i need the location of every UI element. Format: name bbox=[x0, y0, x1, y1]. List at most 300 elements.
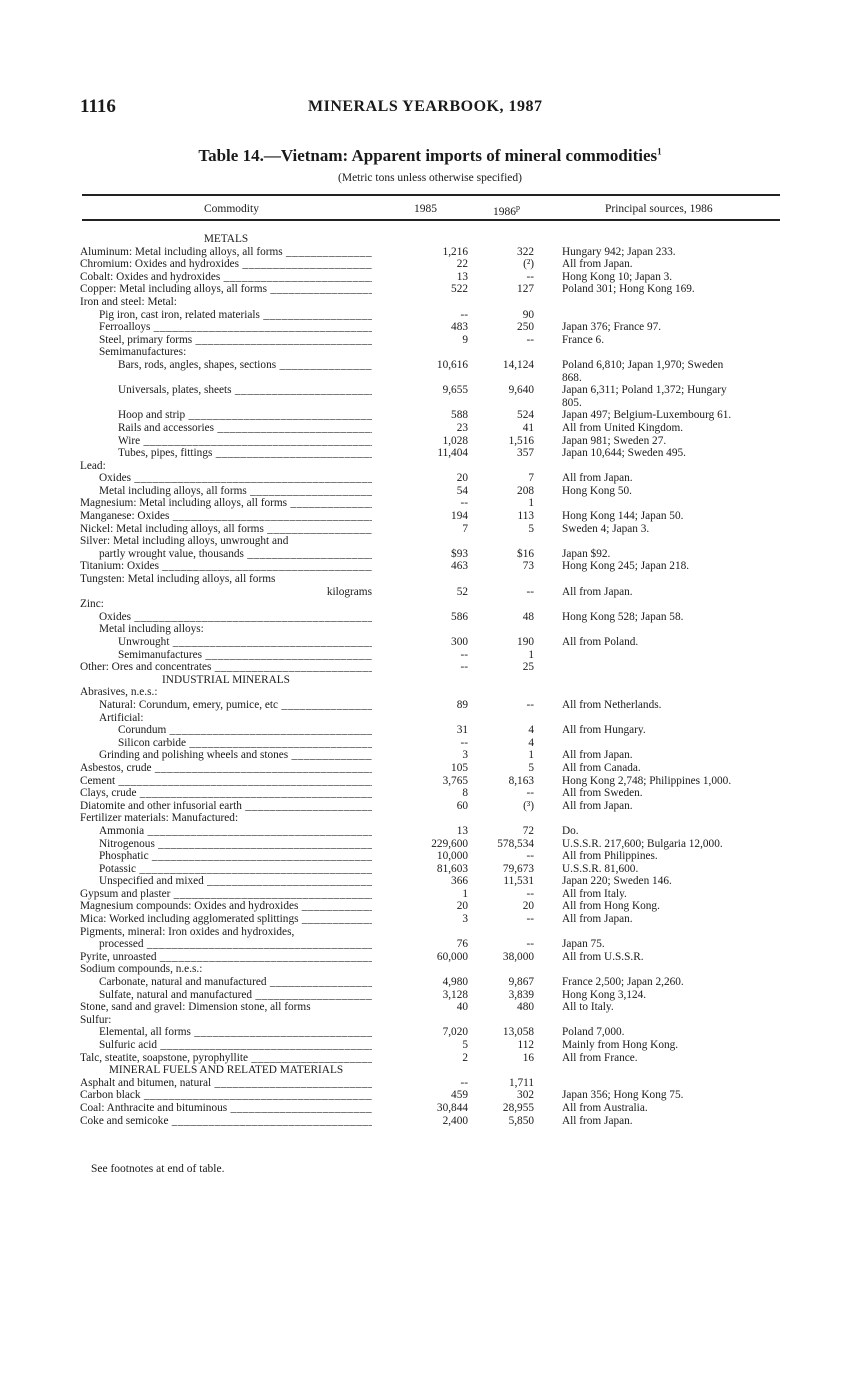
table-row bbox=[80, 447, 780, 460]
table-row bbox=[80, 623, 780, 636]
value-1985-cell: 28,955 bbox=[502, 1101, 534, 1114]
value-1986-cell: 9,655 bbox=[442, 384, 468, 397]
value-1986-cell: 588 bbox=[451, 409, 468, 422]
commodity-cell: Pig iron, cast iron, related materials _____ bbox=[99, 309, 372, 322]
section-heading: INDUSTRIAL MINERALS bbox=[162, 673, 290, 686]
table-row bbox=[80, 850, 780, 863]
principal-sources-cell: 805. bbox=[562, 396, 582, 409]
commodity-cell: Artificial: bbox=[99, 711, 144, 724]
principal-sources-cell: Hong Kong 528; Japan 58. bbox=[562, 610, 684, 623]
table-row bbox=[80, 1026, 780, 1039]
commodity-cell: Diatomite and other infusorial earth _____ bbox=[80, 800, 372, 813]
value-1985-cell: 112 bbox=[517, 1039, 534, 1051]
table-row bbox=[80, 560, 780, 573]
commodity-cell: Clays, crude _____ bbox=[80, 787, 372, 800]
principal-sources-cell: Hong Kong 50. bbox=[562, 484, 632, 497]
principal-sources-cell: Hong Kong 2,748; Philippines 1,000. bbox=[562, 774, 732, 787]
commodity-cell: Nitrogenous _____ bbox=[99, 838, 372, 851]
table-row bbox=[80, 397, 780, 410]
table-row bbox=[80, 838, 780, 851]
principal-sources-cell: Japan 356; Hong Kong 75. bbox=[562, 1089, 684, 1102]
principal-sources-cell: Japan 376; France 97. bbox=[562, 321, 662, 334]
value-1985-cell: 1 bbox=[528, 749, 534, 762]
principal-sources-cell: Hong Kong 144; Japan 50. bbox=[562, 510, 684, 523]
value-1985-cell: (²) bbox=[523, 258, 534, 271]
commodity-cell: Semimanufactures: bbox=[99, 346, 187, 359]
value-1985-cell: 3,839 bbox=[508, 988, 534, 1001]
value-1986-cell: -- bbox=[460, 648, 468, 661]
value-1986-cell: 105 bbox=[451, 761, 468, 774]
value-1986-cell: 459 bbox=[451, 1089, 468, 1102]
principal-sources-cell: All from Japan. bbox=[562, 585, 633, 598]
value-1986-cell: -- bbox=[460, 308, 468, 321]
table-row bbox=[80, 724, 780, 737]
principal-sources-cell: Hong Kong 3,124. bbox=[562, 988, 647, 1001]
table-row bbox=[80, 409, 780, 422]
principal-sources-cell: 868. bbox=[562, 371, 582, 384]
value-1986-cell: 3 bbox=[462, 749, 468, 762]
section-heading-row bbox=[80, 233, 780, 246]
col-header-sources: Principal sources, 1986 bbox=[605, 203, 713, 215]
commodity-cell: Potassic _____ bbox=[99, 863, 372, 876]
value-1986-cell: 60,000 bbox=[436, 950, 468, 963]
commodity-cell: Lead: bbox=[80, 459, 106, 472]
page-number: 1116 bbox=[80, 96, 116, 117]
principal-sources-cell: Sweden 4; Japan 3. bbox=[562, 522, 650, 535]
value-1986-cell: 10,000 bbox=[436, 850, 468, 863]
commodity-cell: Abrasives, n.e.s.: bbox=[80, 686, 158, 699]
commodity-cell: Unwrought _____ bbox=[118, 636, 372, 649]
value-1985-cell: -- bbox=[526, 850, 534, 863]
value-1985-cell: 79,673 bbox=[502, 862, 534, 875]
principal-sources-cell: All from U.S.S.R. bbox=[562, 950, 644, 963]
header-bottom-rule bbox=[82, 219, 780, 221]
table-row bbox=[80, 435, 780, 448]
principal-sources-cell: All from Canada. bbox=[562, 761, 641, 774]
table-row bbox=[80, 346, 780, 359]
value-1986-cell: 3,765 bbox=[442, 774, 468, 787]
value-1985-cell: 16 bbox=[522, 1051, 534, 1064]
value-1986-cell: 9 bbox=[462, 333, 468, 346]
principal-sources-cell: All from Philippines. bbox=[562, 850, 658, 863]
value-1986-cell: $93 bbox=[451, 547, 468, 560]
value-1985-cell: 8,163 bbox=[508, 774, 534, 787]
value-1985-cell: 13,058 bbox=[502, 1026, 534, 1039]
principal-sources-cell: All from Japan. bbox=[562, 258, 633, 271]
commodity-cell: Oxides _____ bbox=[99, 472, 372, 485]
value-1986-cell: 1,028 bbox=[442, 434, 468, 447]
col-header-commodity: Commodity bbox=[204, 203, 259, 215]
value-1985-cell: 357 bbox=[517, 447, 534, 460]
table-row bbox=[80, 296, 780, 309]
value-1986-cell: 8 bbox=[462, 787, 468, 800]
commodity-cell: Corundum _____ bbox=[118, 724, 372, 737]
value-1986-cell: 300 bbox=[451, 636, 468, 648]
value-1986-cell: 23 bbox=[456, 421, 468, 434]
table-row bbox=[80, 963, 780, 976]
table-row bbox=[80, 787, 780, 800]
commodity-cell: Wire _____ bbox=[118, 435, 372, 448]
commodity-cell: Unspecified and mixed _____ bbox=[99, 875, 372, 888]
commodity-cell: Ferroalloys _____ bbox=[99, 321, 372, 334]
value-1985-cell: 302 bbox=[517, 1089, 534, 1102]
value-1985-cell: 578,534 bbox=[497, 837, 534, 850]
value-1985-cell: 524 bbox=[517, 409, 534, 422]
principal-sources-cell: Poland 301; Hong Kong 169. bbox=[562, 283, 695, 296]
value-1985-cell: 250 bbox=[517, 321, 534, 334]
value-1986-cell: 81,603 bbox=[436, 862, 468, 875]
value-1986-cell: 2,400 bbox=[442, 1114, 468, 1127]
table-row bbox=[80, 485, 780, 498]
principal-sources-cell: Mainly from Hong Kong. bbox=[562, 1039, 679, 1051]
principal-sources-cell: All from Japan. bbox=[562, 749, 633, 762]
value-1985-cell: 73 bbox=[522, 560, 534, 573]
value-1985-cell: 5 bbox=[528, 522, 534, 535]
table-row bbox=[80, 812, 780, 825]
value-1986-cell: 7 bbox=[462, 522, 468, 535]
principal-sources-cell: All from France. bbox=[562, 1051, 638, 1064]
value-1985-cell: 90 bbox=[522, 308, 534, 321]
value-1985-cell: 48 bbox=[522, 610, 534, 623]
value-1985-cell: 113 bbox=[517, 510, 534, 523]
principal-sources-cell: Poland 7,000. bbox=[562, 1026, 625, 1039]
principal-sources-cell: All from Poland. bbox=[562, 636, 639, 648]
table-row bbox=[80, 900, 780, 913]
commodity-cell: Carbon black _____ bbox=[80, 1089, 372, 1102]
table-row bbox=[80, 1077, 780, 1090]
commodity-cell: Nickel: Metal including alloys, all forms _____ bbox=[80, 523, 372, 536]
commodity-cell: Universals, plates, sheets _____ bbox=[118, 384, 372, 397]
table-row bbox=[80, 384, 780, 397]
value-1985-cell: 41 bbox=[522, 421, 534, 434]
commodity-cell: Semimanufactures _____ bbox=[118, 649, 372, 662]
commodity-cell: Metal including alloys, all forms _____ bbox=[99, 485, 372, 498]
table-row bbox=[80, 523, 780, 536]
value-1986-cell: -- bbox=[460, 661, 468, 674]
col-header-1986-year: 1986 bbox=[493, 205, 516, 218]
commodity-cell: Sulfuric acid _____ bbox=[99, 1039, 372, 1052]
principal-sources-cell: All from Japan. bbox=[562, 799, 633, 812]
table-row bbox=[80, 686, 780, 699]
section-heading: MINERAL FUELS AND RELATED MATERIALS bbox=[108, 1064, 344, 1077]
value-1985-cell: 127 bbox=[517, 283, 534, 296]
value-1986-cell: 194 bbox=[451, 510, 468, 523]
value-1986-cell: 4,980 bbox=[442, 976, 468, 989]
principal-sources-cell: All from Australia. bbox=[562, 1101, 648, 1114]
commodity-cell: Tubes, pipes, fittings _____ bbox=[118, 447, 372, 460]
principal-sources-cell: All from Italy. bbox=[562, 887, 627, 900]
table-row bbox=[80, 976, 780, 989]
value-1986-cell: 3 bbox=[462, 913, 468, 926]
table-row bbox=[80, 422, 780, 435]
value-1985-cell: 1 bbox=[528, 648, 534, 661]
value-1986-cell: 20 bbox=[456, 472, 468, 485]
commodity-cell: Fertilizer materials: Manufactured: bbox=[80, 812, 239, 825]
value-1986-cell: 3,128 bbox=[442, 988, 468, 1001]
table-row bbox=[80, 712, 780, 725]
commodity-cell: Talc, steatite, soapstone, pyrophyllite _____ bbox=[80, 1052, 372, 1065]
principal-sources-cell: Japan $92. bbox=[562, 547, 611, 560]
value-1985-cell: -- bbox=[526, 698, 534, 711]
commodity-cell: Steel, primary forms _____ bbox=[99, 334, 372, 347]
value-1986-cell: 31 bbox=[456, 724, 468, 737]
commodity-cell: Coke and semicoke _____ bbox=[80, 1115, 372, 1128]
table-body bbox=[80, 233, 780, 1127]
value-1985-cell: -- bbox=[526, 270, 534, 283]
value-1985-cell: -- bbox=[526, 887, 534, 900]
principal-sources-cell: All from Hungary. bbox=[562, 724, 646, 737]
table-top-rule bbox=[82, 194, 780, 196]
principal-sources-cell: All from Japan. bbox=[562, 913, 633, 926]
principal-sources-cell: All from Netherlands. bbox=[562, 698, 662, 711]
table-row bbox=[80, 863, 780, 876]
value-1986-cell: 2 bbox=[462, 1051, 468, 1064]
value-1986-cell: 229,600 bbox=[431, 837, 468, 850]
commodity-cell: Sodium compounds, n.e.s.: bbox=[80, 963, 203, 976]
table-row bbox=[80, 510, 780, 523]
table-row bbox=[80, 737, 780, 750]
value-1985-cell: 7 bbox=[528, 472, 534, 485]
commodity-cell: Coal: Anthracite and bituminous _____ bbox=[80, 1102, 372, 1115]
table-row bbox=[80, 472, 780, 485]
table-row bbox=[80, 334, 780, 347]
commodity-cell: Titanium: Oxides _____ bbox=[80, 560, 372, 573]
value-1986-cell: 22 bbox=[456, 258, 468, 271]
table-row bbox=[80, 875, 780, 888]
value-1986-cell: 366 bbox=[451, 875, 468, 888]
table-row bbox=[80, 1001, 780, 1014]
commodity-cell: Oxides _____ bbox=[99, 611, 372, 624]
principal-sources-cell: All from Sweden. bbox=[562, 787, 643, 800]
commodity-cell: Cement _____ bbox=[80, 775, 372, 788]
commodity-cell: Asphalt and bitumen, natural _____ bbox=[80, 1077, 372, 1090]
value-1985-cell: 25 bbox=[522, 661, 534, 674]
table-subtitle: (Metric tons unless otherwise specified) bbox=[338, 172, 522, 184]
page-header bbox=[80, 96, 780, 122]
commodity-cell: Mica: Worked including agglomerated splittings _____ bbox=[80, 913, 372, 926]
table-row bbox=[80, 258, 780, 271]
commodity-cell: Zinc: bbox=[80, 598, 104, 611]
commodity-cell: Rails and accessories _____ bbox=[118, 422, 372, 435]
table-title-footnote: 1 bbox=[657, 146, 662, 157]
commodity-cell: Sulfate, natural and manufactured _____ bbox=[99, 989, 372, 1002]
col-header-1986 bbox=[493, 203, 520, 218]
commodity-cell: Metal including alloys: bbox=[99, 623, 204, 636]
value-1985-cell: 5 bbox=[528, 761, 534, 774]
commodity-cell: Copper: Metal including alloys, all forms _____ bbox=[80, 283, 372, 296]
value-1985-cell: 11,531 bbox=[503, 875, 534, 888]
principal-sources-cell: Japan 6,311; Poland 1,372; Hungary bbox=[562, 384, 727, 397]
table-row bbox=[80, 586, 780, 599]
table-row bbox=[80, 1089, 780, 1102]
value-1986-cell: -- bbox=[460, 736, 468, 749]
value-1985-cell: -- bbox=[526, 913, 534, 926]
commodity-cell: Grinding and polishing wheels and stones _____ bbox=[99, 749, 372, 762]
table-row bbox=[80, 548, 780, 561]
value-1986-cell: 483 bbox=[451, 321, 468, 334]
commodity-cell: Magnesium compounds: Oxides and hydroxides _____ bbox=[80, 900, 372, 913]
commodity-cell: Bars, rods, angles, shapes, sections _____ bbox=[118, 359, 372, 372]
value-1985-cell: 9,640 bbox=[508, 384, 534, 397]
table-row bbox=[80, 372, 780, 385]
table-row bbox=[80, 775, 780, 788]
value-1985-cell: 5,850 bbox=[508, 1114, 534, 1127]
commodity-cell: partly wrought value, thousands _____ bbox=[99, 548, 372, 561]
table-row bbox=[80, 1102, 780, 1115]
table-row bbox=[80, 359, 780, 372]
commodity-cell: Ammonia _____ bbox=[99, 825, 372, 838]
table-row bbox=[80, 611, 780, 624]
table-row bbox=[80, 926, 780, 939]
value-1985-cell: 1,711 bbox=[509, 1076, 534, 1089]
principal-sources-cell: Japan 75. bbox=[562, 938, 605, 951]
commodity-cell: Magnesium: Metal including alloys, all forms _____ bbox=[80, 497, 372, 510]
value-1985-cell: 14,124 bbox=[502, 358, 534, 371]
principal-sources-cell: Hong Kong 10; Japan 3. bbox=[562, 270, 673, 283]
commodity-cell: Manganese: Oxides _____ bbox=[80, 510, 372, 523]
commodity-cell: Silicon carbide _____ bbox=[118, 737, 372, 750]
principal-sources-cell: Hong Kong 245; Japan 218. bbox=[562, 560, 690, 573]
section-heading: METALS bbox=[203, 233, 249, 245]
table-row bbox=[80, 1052, 780, 1065]
table-row bbox=[80, 309, 780, 322]
principal-sources-cell: U.S.S.R. 81,600. bbox=[562, 862, 639, 875]
value-1986-cell: -- bbox=[460, 497, 468, 510]
table-row bbox=[80, 573, 780, 586]
principal-sources-cell: Hungary 942; Japan 233. bbox=[562, 245, 676, 258]
table-row bbox=[80, 535, 780, 548]
value-1986-cell: 7,020 bbox=[442, 1026, 468, 1039]
value-1985-cell: -- bbox=[526, 938, 534, 951]
value-1986-cell: 5 bbox=[462, 1039, 468, 1051]
commodity-cell: Stone, sand and gravel: Dimension stone, all forms bbox=[80, 1001, 311, 1014]
value-1986-cell: 89 bbox=[456, 698, 468, 711]
table-row bbox=[80, 598, 780, 611]
principal-sources-cell: All from United Kingdom. bbox=[562, 421, 684, 434]
commodity-cell: kilograms bbox=[326, 585, 372, 598]
value-1986-cell: 1,216 bbox=[442, 245, 468, 258]
table-row bbox=[80, 888, 780, 901]
principal-sources-cell: All from Japan. bbox=[562, 472, 633, 485]
table-row bbox=[80, 1115, 780, 1128]
value-1985-cell: 208 bbox=[517, 484, 534, 497]
table-row bbox=[80, 762, 780, 775]
table-row bbox=[80, 800, 780, 813]
commodity-cell: Hoop and strip _____ bbox=[118, 409, 372, 422]
table-row bbox=[80, 989, 780, 1002]
commodity-cell: Carbonate, natural and manufactured _____ bbox=[99, 976, 372, 989]
principal-sources-cell: All to Italy. bbox=[562, 1001, 614, 1014]
value-1986-cell: 52 bbox=[456, 585, 468, 598]
table-row bbox=[80, 283, 780, 296]
value-1986-cell: 13 bbox=[456, 270, 468, 283]
principal-sources-cell: U.S.S.R. 217,600; Bulgaria 12,000. bbox=[562, 837, 723, 850]
value-1986-cell: 463 bbox=[451, 560, 468, 573]
running-title: MINERALS YEARBOOK, 1987 bbox=[308, 98, 543, 115]
principal-sources-cell: Do. bbox=[562, 824, 579, 837]
value-1986-cell: 10,616 bbox=[436, 358, 468, 371]
table-row bbox=[80, 749, 780, 762]
value-1985-cell: 1,516 bbox=[508, 434, 534, 447]
value-1985-cell: 9,867 bbox=[508, 976, 534, 989]
commodity-cell: Chromium: Oxides and hydroxides _____ bbox=[80, 258, 372, 271]
principal-sources-cell: All from Hong Kong. bbox=[562, 900, 660, 913]
principal-sources-cell: Japan 981; Sweden 27. bbox=[562, 434, 667, 447]
value-1985-cell: 480 bbox=[517, 1001, 534, 1014]
table-row bbox=[80, 1014, 780, 1027]
commodity-cell: Gypsum and plaster _____ bbox=[80, 888, 372, 901]
col-header-1985: 1985 bbox=[414, 203, 437, 215]
value-1986-cell: 20 bbox=[456, 900, 468, 913]
commodity-cell: Iron and steel: Metal: bbox=[80, 295, 177, 308]
value-1985-cell: (³) bbox=[523, 799, 534, 812]
commodity-cell: Other: Ores and concentrates _____ bbox=[80, 661, 372, 674]
table-row bbox=[80, 661, 780, 674]
table-row bbox=[80, 699, 780, 712]
value-1986-cell: 30,844 bbox=[436, 1101, 468, 1114]
table-row bbox=[80, 246, 780, 259]
commodity-cell: Cobalt: Oxides and hydroxides _____ bbox=[80, 271, 372, 284]
value-1986-cell: 586 bbox=[451, 610, 468, 623]
section-heading-row bbox=[80, 1064, 780, 1077]
value-1985-cell: -- bbox=[526, 787, 534, 800]
commodity-cell: Elemental, all forms _____ bbox=[99, 1026, 372, 1039]
commodity-cell: Asbestos, crude _____ bbox=[80, 762, 372, 775]
value-1986-cell: -- bbox=[460, 1076, 468, 1089]
principal-sources-cell: Japan 10,644; Sweden 495. bbox=[562, 447, 686, 460]
principal-sources-cell: France 6. bbox=[562, 333, 605, 346]
value-1986-cell: 1 bbox=[462, 887, 468, 900]
principal-sources-cell: France 2,500; Japan 2,260. bbox=[562, 976, 684, 989]
commodity-cell: Aluminum: Metal including alloys, all forms _____ bbox=[80, 246, 372, 259]
value-1985-cell: 72 bbox=[522, 824, 534, 837]
table-row bbox=[80, 913, 780, 926]
value-1985-cell: 4 bbox=[528, 724, 534, 737]
principal-sources-cell: Poland 6,810; Japan 1,970; Sweden bbox=[562, 358, 724, 371]
value-1986-cell: 11,404 bbox=[437, 447, 468, 460]
table-row bbox=[80, 938, 780, 951]
table-row bbox=[80, 271, 780, 284]
table-row bbox=[80, 951, 780, 964]
commodity-cell: Silver: Metal including alloys, unwrought and bbox=[80, 535, 289, 548]
value-1986-cell: 76 bbox=[456, 938, 468, 951]
value-1986-cell: 54 bbox=[456, 484, 468, 497]
value-1985-cell: -- bbox=[526, 585, 534, 598]
principal-sources-cell: Japan 220; Sweden 146. bbox=[562, 875, 672, 888]
commodity-cell: Sulfur: bbox=[80, 1013, 112, 1026]
principal-sources-cell: All from Japan. bbox=[562, 1114, 633, 1127]
principal-sources-cell: Japan 497; Belgium-Luxembourg 61. bbox=[562, 409, 732, 422]
table-row bbox=[80, 636, 780, 649]
commodity-cell: Tungsten: Metal including alloys, all forms bbox=[80, 573, 276, 586]
value-1985-cell: 38,000 bbox=[502, 950, 534, 963]
commodity-cell: Natural: Corundum, emery, pumice, etc _____ bbox=[99, 699, 372, 712]
value-1986-cell: 40 bbox=[456, 1001, 468, 1014]
table-row bbox=[80, 1039, 780, 1052]
col-header-1986-mark: p bbox=[516, 203, 520, 212]
table-row bbox=[80, 649, 780, 662]
footnote-reference: See footnotes at end of table. bbox=[91, 1163, 225, 1175]
value-1986-cell: 13 bbox=[456, 824, 468, 837]
value-1986-cell: 522 bbox=[451, 283, 468, 296]
value-1985-cell: 20 bbox=[522, 900, 534, 913]
table-row bbox=[80, 497, 780, 510]
value-1985-cell: -- bbox=[526, 333, 534, 346]
commodity-cell: Pyrite, unroasted _____ bbox=[80, 951, 372, 964]
value-1986-cell: 60 bbox=[456, 799, 468, 812]
commodity-cell: Pigments, mineral: Iron oxides and hydroxides, bbox=[80, 925, 295, 938]
table-title bbox=[0, 146, 860, 166]
